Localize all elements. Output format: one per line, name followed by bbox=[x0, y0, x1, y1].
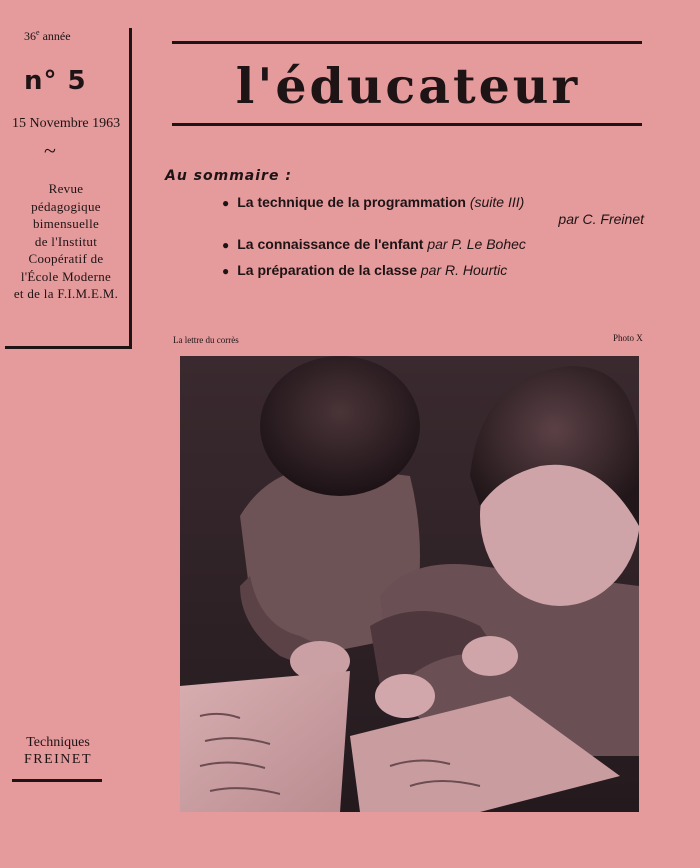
item-title: La connaissance de l'enfant bbox=[237, 236, 424, 252]
footer-rule bbox=[12, 779, 102, 782]
photo-credit: Photo X bbox=[613, 333, 643, 343]
publisher-mark bbox=[4, 734, 112, 768]
item-author: par R. Hourtic bbox=[420, 262, 508, 278]
publisher-line: FREINET bbox=[23, 752, 93, 767]
publication-description bbox=[4, 180, 128, 303]
bullet-icon: ● bbox=[222, 196, 230, 210]
contents-item bbox=[222, 262, 507, 278]
description-line: Coopératif de bbox=[28, 251, 104, 266]
description-line: l'École Moderne bbox=[20, 268, 112, 284]
contents-item bbox=[222, 194, 524, 210]
bullet-icon: ● bbox=[222, 264, 230, 278]
column-bottom-rule bbox=[5, 346, 132, 349]
children-writing-photo bbox=[180, 356, 639, 812]
description-line: de l'Institut bbox=[34, 233, 98, 249]
cover-photo bbox=[180, 356, 639, 812]
item-title: La technique de la programmation bbox=[237, 194, 466, 210]
item-author: par C. Freinet bbox=[558, 211, 644, 227]
title-top-rule bbox=[172, 41, 642, 44]
description-line: et de la F.I.M.E.M. bbox=[13, 286, 119, 301]
description-line: bimensuelle bbox=[32, 216, 100, 231]
issue-number: n° 5 bbox=[24, 66, 87, 96]
description-line: pédagogique bbox=[31, 198, 101, 214]
title-bottom-rule bbox=[172, 123, 642, 126]
year-label: 36e année bbox=[24, 28, 71, 43]
item-author: par P. Le Bohec bbox=[427, 236, 526, 252]
description-line: Revue bbox=[48, 181, 84, 196]
item-note: (suite III) bbox=[469, 194, 525, 210]
tilde-ornament: ~ bbox=[44, 138, 56, 163]
contents-item bbox=[222, 236, 526, 252]
issue-date: 15 Novembre 1963 bbox=[12, 116, 121, 131]
bullet-icon: ● bbox=[222, 238, 230, 252]
item-title: La préparation de la classe bbox=[237, 262, 417, 278]
contents-heading: Au sommaire : bbox=[165, 168, 292, 184]
column-divider bbox=[129, 28, 132, 348]
photo-caption: La lettre du corrès bbox=[173, 335, 239, 345]
publisher-line: Techniques bbox=[26, 735, 90, 750]
magazine-title: l'éducateur bbox=[235, 57, 581, 115]
